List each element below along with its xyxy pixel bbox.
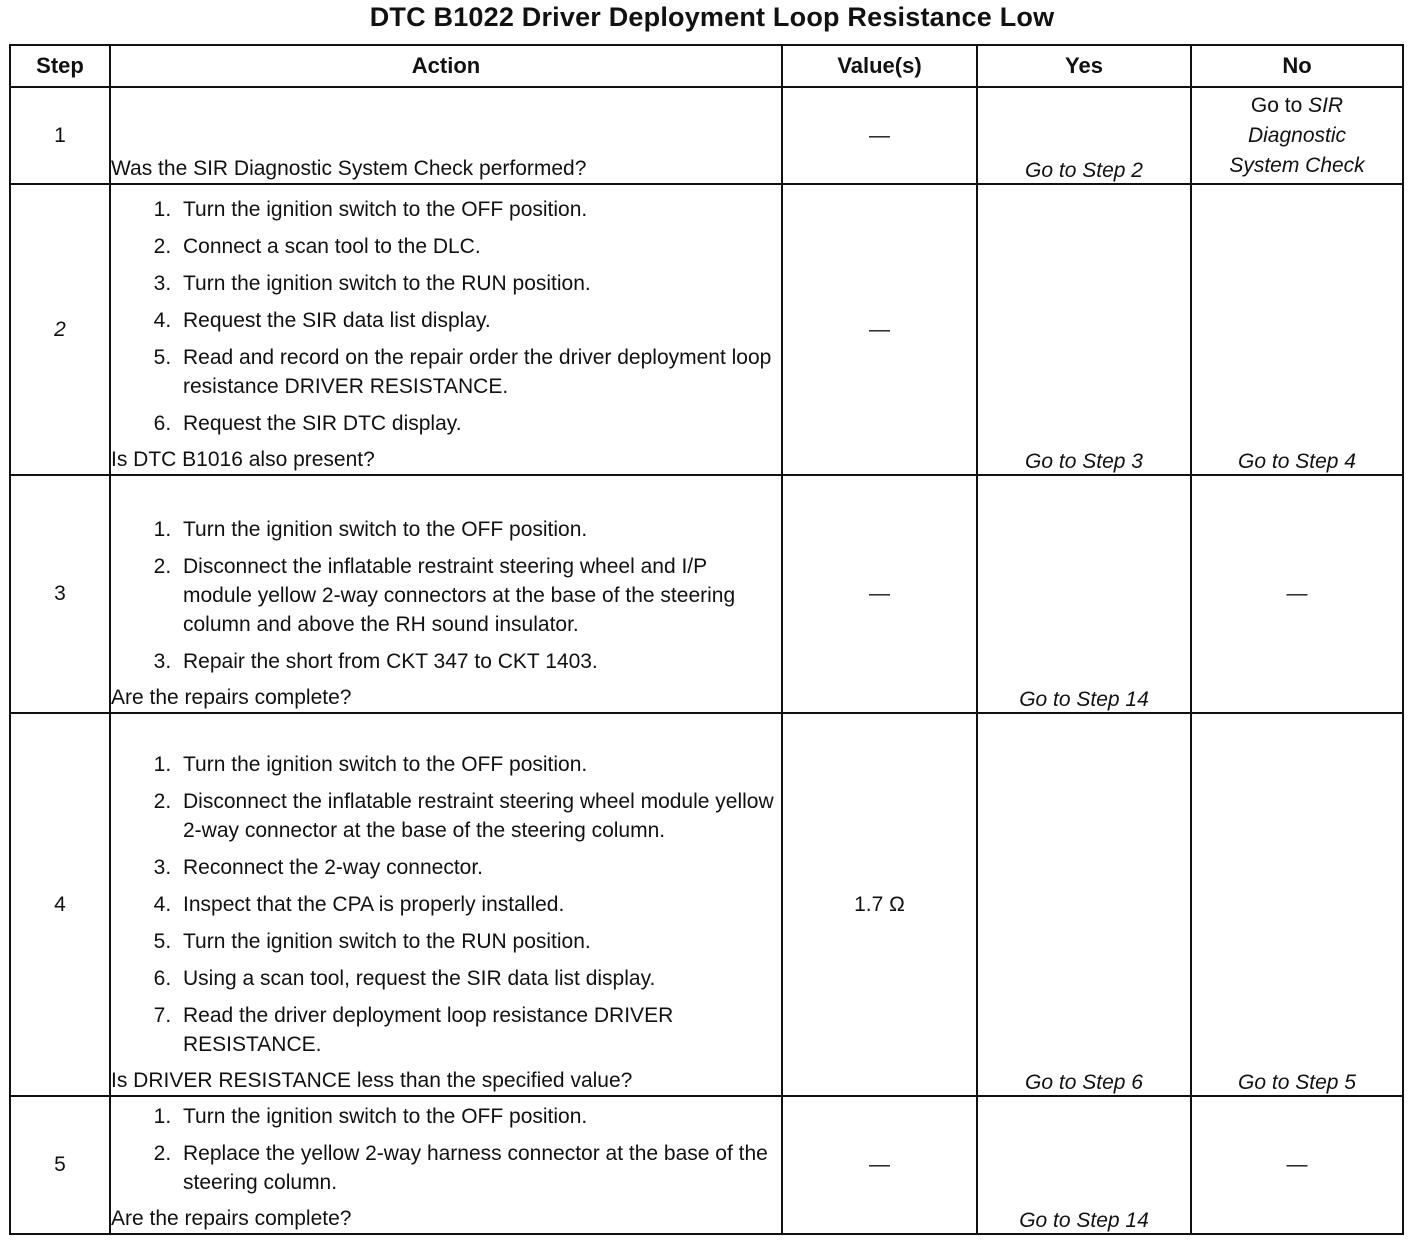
yes-cell: Go to Step 14 bbox=[977, 475, 1191, 713]
value-cell: — bbox=[782, 184, 977, 475]
no-cell: — bbox=[1191, 475, 1403, 713]
table-row bbox=[10, 87, 1403, 184]
action-list bbox=[111, 195, 781, 438]
action-item: 1. Turn the ignition switch to the OFF position. bbox=[177, 750, 781, 779]
action-item: 2. Connect a scan tool to the DLC. bbox=[177, 232, 781, 261]
header-step: Step bbox=[10, 45, 110, 87]
question-text: Was the SIR Diagnostic System Check performed? bbox=[111, 157, 587, 180]
action-cell bbox=[110, 713, 782, 1096]
step-number: 3 bbox=[10, 475, 110, 713]
question-text: Is DTC B1016 also present? bbox=[111, 448, 375, 471]
action-item: 2. Disconnect the inflatable restraint steering wheel and I/P module yellow 2-way connectors at the base of the steering column and above the RH sound insulator. bbox=[177, 552, 781, 639]
action-item: 1. Turn the ignition switch to the OFF position. bbox=[177, 515, 781, 544]
action-item: 4. Request the SIR data list display. bbox=[177, 306, 781, 335]
action-item: 7. Read the driver deployment loop resistance DRIVER RESISTANCE. bbox=[177, 1001, 781, 1059]
yes-cell: Go to Step 2 bbox=[977, 87, 1191, 184]
header-no: No bbox=[1191, 45, 1403, 87]
header-yes: Yes bbox=[977, 45, 1191, 87]
question-text: Are the repairs complete? bbox=[111, 686, 352, 709]
action-item: 1. Turn the ignition switch to the OFF position. bbox=[177, 195, 781, 224]
table-row bbox=[10, 1096, 1403, 1234]
action-list bbox=[111, 1102, 781, 1197]
action-item: 1. Turn the ignition switch to the OFF position. bbox=[177, 1102, 781, 1131]
no-text: System Check bbox=[1229, 153, 1365, 177]
page-title: DTC B1022 Driver Deployment Loop Resistance Low bbox=[369, 2, 1055, 32]
no-cell bbox=[1191, 87, 1403, 184]
diagnostic-table bbox=[9, 44, 1404, 1235]
action-item: 5. Turn the ignition switch to the RUN position. bbox=[177, 927, 781, 956]
no-text-em: SIR bbox=[1308, 93, 1344, 117]
action-list bbox=[111, 750, 781, 1059]
action-cell bbox=[110, 475, 782, 713]
value-cell: 1.7 Ω bbox=[782, 713, 977, 1096]
value-cell: — bbox=[782, 1096, 977, 1234]
header-action: Action bbox=[110, 45, 782, 87]
action-item: 6. Request the SIR DTC display. bbox=[177, 409, 781, 438]
action-cell bbox=[110, 87, 782, 184]
action-item: 4. Inspect that the CPA is properly installed. bbox=[177, 890, 781, 919]
no-text: Go to bbox=[1250, 93, 1309, 117]
yes-cell: Go to Step 6 bbox=[977, 713, 1191, 1096]
step-number: 1 bbox=[10, 87, 110, 184]
action-cell bbox=[110, 1096, 782, 1234]
header-values: Value(s) bbox=[782, 45, 977, 87]
action-item: 5. Read and record on the repair order the driver deployment loop resistance DRIVER RESISTANCE. bbox=[177, 343, 781, 401]
table-row bbox=[10, 475, 1403, 713]
action-item: 2. Replace the yellow 2-way harness connector at the base of the steering column. bbox=[177, 1139, 781, 1197]
value-cell: — bbox=[782, 87, 977, 184]
step-number: 2 bbox=[10, 184, 110, 475]
header-row bbox=[10, 45, 1403, 87]
action-item: 3. Repair the short from CKT 347 to CKT 1403. bbox=[177, 647, 781, 676]
action-list bbox=[111, 515, 781, 676]
action-item: 3. Reconnect the 2-way connector. bbox=[177, 853, 781, 882]
action-item: 2. Disconnect the inflatable restraint steering wheel module yellow 2-way connector at the base of the steering column. bbox=[177, 787, 781, 845]
no-cell: Go to Step 5 bbox=[1191, 713, 1403, 1096]
no-cell: Go to Step 4 bbox=[1191, 184, 1403, 475]
yes-cell: Go to Step 3 bbox=[977, 184, 1191, 475]
action-item: 3. Turn the ignition switch to the RUN position. bbox=[177, 269, 781, 298]
step-number: 4 bbox=[10, 713, 110, 1096]
action-item: 6. Using a scan tool, request the SIR data list display. bbox=[177, 964, 781, 993]
table-row bbox=[10, 184, 1403, 475]
yes-cell: Go to Step 14 bbox=[977, 1096, 1191, 1234]
table-row bbox=[10, 713, 1403, 1096]
action-cell bbox=[110, 184, 782, 475]
question-text: Is DRIVER RESISTANCE less than the specified value? bbox=[111, 1069, 633, 1092]
question-text: Are the repairs complete? bbox=[111, 1207, 352, 1230]
no-cell: — bbox=[1191, 1096, 1403, 1234]
step-number: 5 bbox=[10, 1096, 110, 1234]
no-text: Diagnostic bbox=[1247, 123, 1347, 147]
value-cell: — bbox=[782, 475, 977, 713]
